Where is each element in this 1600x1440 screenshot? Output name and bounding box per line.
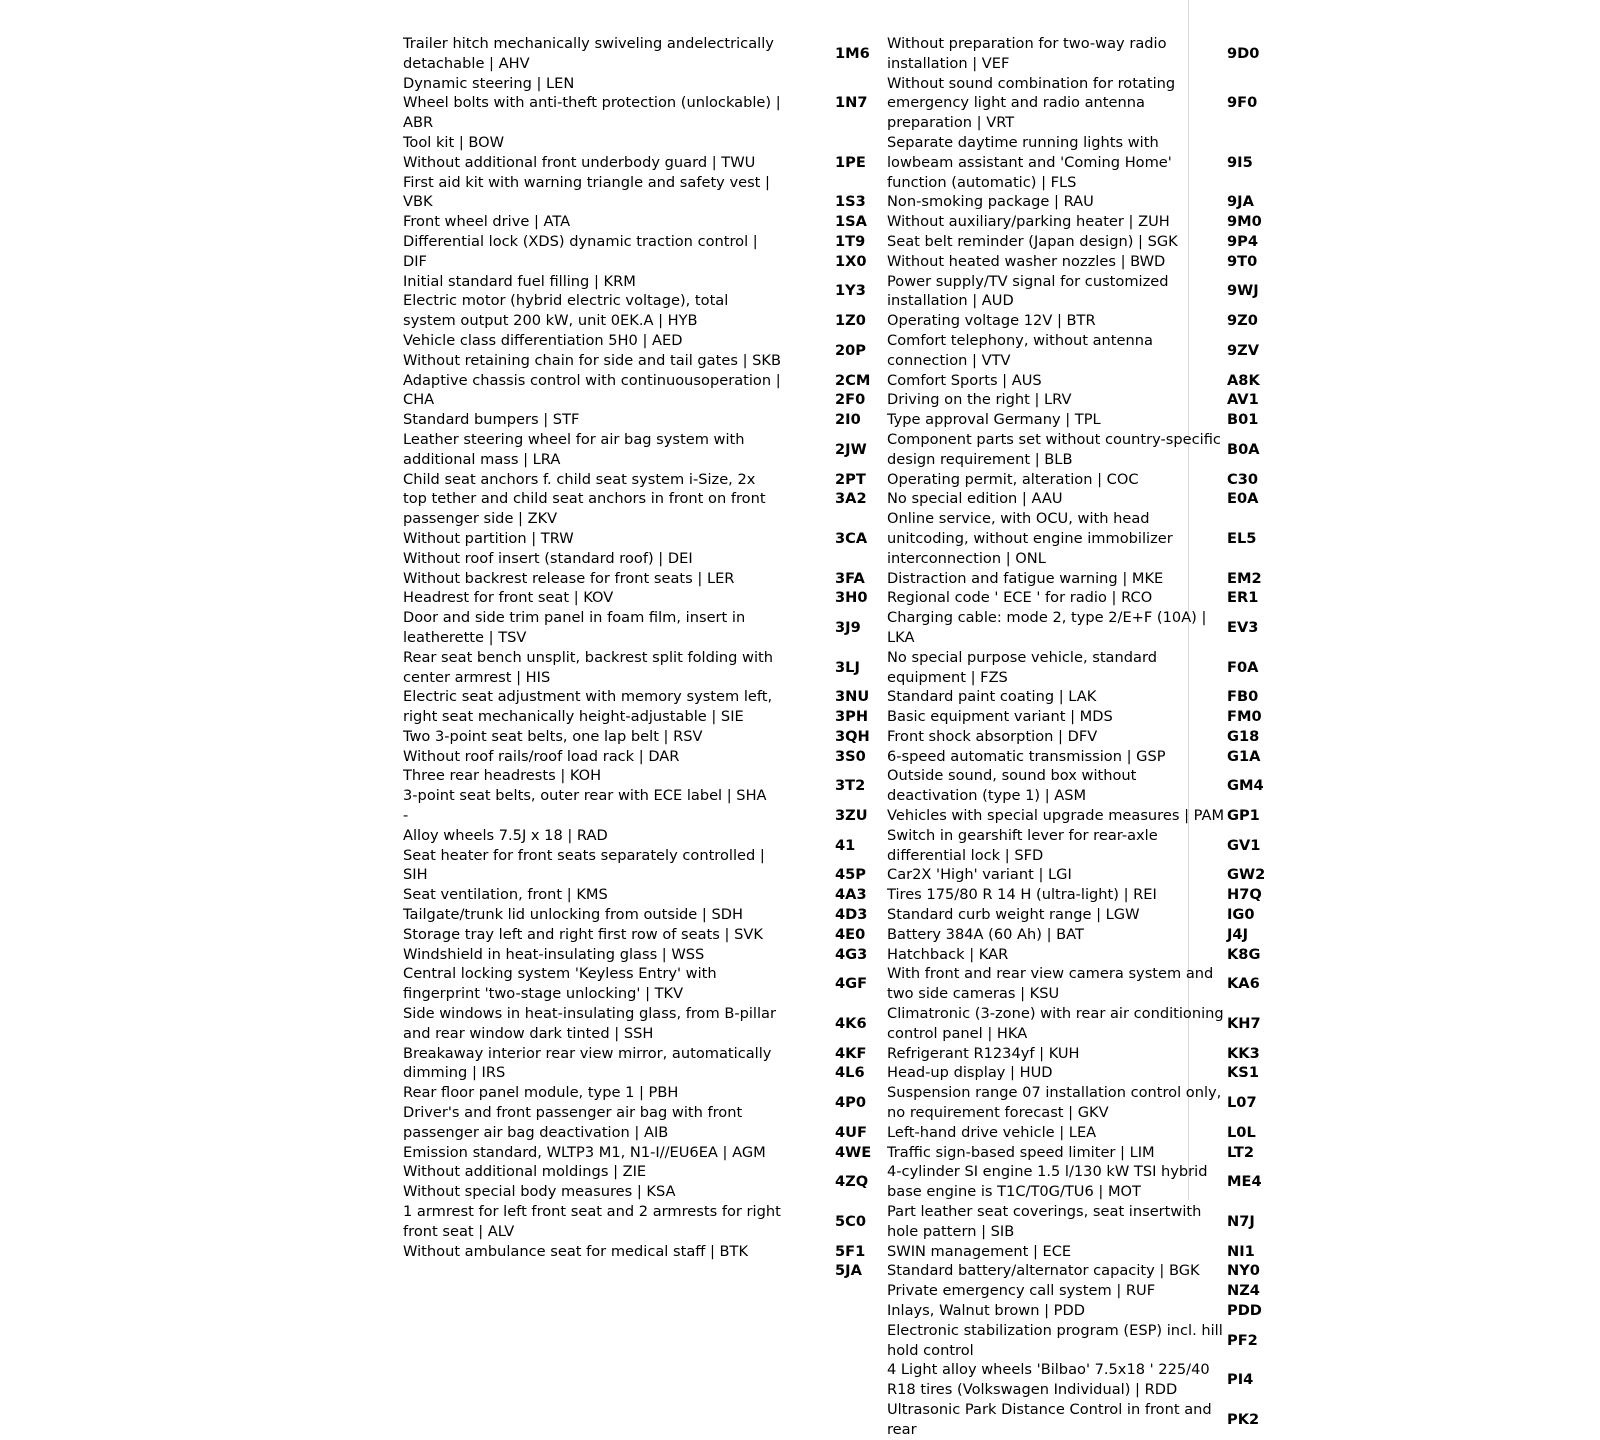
- equipment-entry: Traffic sign-based speed limiter | LIM: [887, 1143, 1155, 1161]
- equipment-code: 9I5: [1227, 153, 1253, 171]
- equipment-entry: Without sound combination for rotating emergency light and radio antenna preparation | VRT: [887, 74, 1176, 132]
- equipment-code: 3QH: [835, 727, 870, 745]
- equipment-entry: First aid kit with warning triangle and safety vest | VBK: [403, 173, 770, 211]
- equipment-entry: Regional code ' ECE ' for radio | RCO: [887, 589, 1153, 607]
- equipment-code: 9F0: [1227, 94, 1258, 112]
- equipment-entry: Refrigerant R1234yf | KUH: [887, 1044, 1080, 1062]
- equipment-code: 1M6: [835, 44, 870, 62]
- equipment-entry: Alloy wheels 7.5J x 18 | RAD: [403, 826, 608, 844]
- equipment-code: NZ4: [1227, 1282, 1260, 1300]
- equipment-entry: Electronic stabilization program (ESP) incl. hill hold control: [887, 1321, 1223, 1359]
- equipment-code: GM4: [1227, 777, 1264, 795]
- equipment-code: 3PH: [835, 708, 869, 726]
- equipment-code: 45P: [835, 866, 867, 884]
- equipment-entry: Inlays, Walnut brown | PDD: [887, 1302, 1085, 1319]
- equipment-entry: Rear floor panel module, type 1 | PBH: [403, 1084, 679, 1102]
- equipment-code: 3NU: [835, 688, 870, 706]
- equipment-entry: Headrest for front seat | KOV: [403, 589, 614, 607]
- equipment-entry: Charging cable: mode 2, type 2/E+F (10A) | LKA: [887, 609, 1207, 646]
- equipment-code: L07: [1227, 1094, 1257, 1112]
- equipment-code: L0L: [1227, 1123, 1256, 1141]
- equipment-code: 4E0: [835, 925, 866, 943]
- equipment-entry: Without backrest release for front seats | LER: [403, 569, 735, 587]
- equipment-code: 4L6: [835, 1064, 865, 1082]
- equipment-code: 3CA: [835, 529, 868, 547]
- equipment-code: 5C0: [835, 1212, 867, 1230]
- equipment-entry: Standard curb weight range | LGW: [887, 906, 1140, 924]
- equipment-entry: Separate daytime running lights with lowbeam assistant and 'Coming Home' function (automatic) | FLS: [887, 133, 1172, 191]
- equipment-entry: Standard battery/alternator capacity | BGK: [887, 1262, 1200, 1280]
- equipment-entry: Basic equipment variant | MDS: [887, 708, 1113, 726]
- equipment-entry: Without additional front underbody guard | TWU: [403, 153, 756, 171]
- equipment-code: 4K6: [835, 1014, 867, 1032]
- equipment-code: 4UF: [835, 1123, 867, 1141]
- equipment-code: 1T9: [835, 232, 866, 250]
- equipment-code: 9P4: [1227, 232, 1259, 250]
- equipment-code: 1S3: [835, 193, 866, 211]
- equipment-code: 3LJ: [835, 658, 860, 676]
- equipment-code: 1SA: [835, 213, 867, 231]
- equipment-entry: Operating permit, alteration | COC: [887, 470, 1139, 488]
- equipment-code: 9WJ: [1227, 282, 1259, 300]
- equipment-entry: Electric seat adjustment with memory system left, right seat mechanically height-adjustable | SIE: [403, 688, 773, 726]
- equipment-entry: Without special body measures | KSA: [403, 1183, 676, 1201]
- equipment-code: 20P: [835, 341, 867, 359]
- equipment-code: EM2: [1227, 569, 1262, 587]
- left-description-list: [403, 34, 783, 1261]
- equipment-code: ME4: [1227, 1173, 1262, 1191]
- equipment-code: 3H0: [835, 589, 868, 607]
- equipment-code: EL5: [1227, 529, 1257, 547]
- equipment-code: 9M0: [1227, 213, 1262, 231]
- equipment-code: 9D0: [1227, 44, 1260, 62]
- right-description-column: [887, 34, 1227, 1440]
- equipment-entry: Driver's and front passenger air bag with front passenger air bag deactivation | AIB: [403, 1104, 743, 1141]
- equipment-code: 4P0: [835, 1094, 867, 1112]
- equipment-code: B0A: [1227, 440, 1260, 458]
- equipment-entry: Tool kit | BOW: [403, 133, 505, 151]
- equipment-code: FB0: [1227, 688, 1259, 706]
- equipment-entry: Trailer hitch mechanically swiveling andelectrically detachable | AHV: [403, 35, 774, 72]
- equipment-entry: Seat ventilation, front | KMS: [403, 886, 608, 904]
- equipment-entry: Without auxiliary/parking heater | ZUH: [887, 213, 1170, 231]
- equipment-code: 5JA: [835, 1262, 862, 1280]
- equipment-code: GV1: [1227, 836, 1261, 854]
- equipment-code: J4J: [1227, 925, 1249, 943]
- equipment-code: 3J9: [835, 619, 861, 636]
- equipment-code: 1Y3: [835, 282, 866, 300]
- right-description-list: [887, 34, 1227, 1440]
- equipment-code: KH7: [1227, 1014, 1261, 1032]
- equipment-entry: Suspension range 07 installation control only, no requirement forecast | GKV: [887, 1084, 1222, 1122]
- equipment-entry: Ultrasonic Park Distance Control in front and rear: [887, 1400, 1212, 1438]
- equipment-code: 9Z0: [1227, 312, 1258, 330]
- equipment-entry: Seat heater for front seats separately controlled | SIH: [403, 846, 765, 884]
- equipment-code: FM0: [1227, 708, 1262, 726]
- equipment-entry: Without preparation for two-way radio installation | VEF: [887, 35, 1167, 72]
- middle-code-column: [835, 34, 887, 1281]
- equipment-code: GP1: [1227, 807, 1260, 825]
- equipment-entry: Standard bumpers | STF: [403, 411, 580, 429]
- equipment-code: 4GF: [835, 975, 868, 993]
- equipment-entry: Storage tray left and right first row of seats | SVK: [403, 925, 763, 943]
- equipment-code: 41: [835, 836, 856, 854]
- equipment-entry: 6-speed automatic transmission | GSP: [887, 747, 1166, 765]
- table-columns: [0, 34, 1266, 1440]
- equipment-entry: Online service, with OCU, with head unitcoding, without engine immobilizer interconnection | ONL: [887, 510, 1173, 567]
- equipment-code: 9T0: [1227, 252, 1258, 270]
- equipment-entry: Power supply/TV signal for customized installation | AUD: [887, 272, 1169, 310]
- equipment-entry: Car2X 'High' variant | LGI: [887, 866, 1072, 884]
- equipment-entry: Comfort telephony, without antenna connection | VTV: [887, 331, 1153, 369]
- equipment-code: E0A: [1227, 490, 1259, 508]
- equipment-code: 2JW: [835, 440, 867, 458]
- equipment-code: 1X0: [835, 252, 867, 270]
- equipment-entry: No special purpose vehicle, standard equipment | FZS: [887, 648, 1157, 686]
- equipment-code: K8G: [1227, 945, 1261, 963]
- equipment-code: 4ZQ: [835, 1173, 869, 1191]
- equipment-code: N7J: [1227, 1212, 1255, 1230]
- equipment-code: 2F0: [835, 391, 866, 409]
- equipment-entry: Switch in gearshift lever for rear-axle differential lock | SFD: [887, 826, 1158, 864]
- equipment-entry: SWIN management | ECE: [887, 1242, 1072, 1260]
- equipment-entry: -: [403, 807, 409, 825]
- equipment-entry: Leather steering wheel for air bag system with additional mass | LRA: [403, 430, 745, 468]
- equipment-entry: Outside sound, sound box without deactivation (type 1) | ASM: [887, 767, 1137, 805]
- equipment-code: 4D3: [835, 906, 868, 924]
- equipment-code: LT2: [1227, 1143, 1254, 1161]
- equipment-code: EV3: [1227, 619, 1259, 636]
- equipment-entry: Vehicle class differentiation 5H0 | AED: [403, 331, 683, 349]
- equipment-code: 3ZU: [835, 807, 868, 825]
- equipment-code: 9ZV: [1227, 341, 1260, 359]
- equipment-code: 4A3: [835, 886, 867, 904]
- equipment-entry: Central locking system 'Keyless Entry' with fingerprint 'two-stage unlocking' | TKV: [403, 965, 717, 1003]
- equipment-code: NI1: [1227, 1242, 1255, 1260]
- equipment-entry: With front and rear view camera system and two side cameras | KSU: [887, 965, 1214, 1003]
- equipment-entry: Vehicles with special upgrade measures | PAM: [887, 807, 1225, 825]
- equipment-code: PDD: [1227, 1302, 1262, 1319]
- equipment-code: 2I0: [835, 411, 861, 429]
- equipment-entry: Tailgate/trunk lid unlocking from outside | SDH: [403, 906, 743, 924]
- equipment-code: 1Z0: [835, 312, 866, 330]
- equipment-code: 1PE: [835, 153, 866, 171]
- equipment-code: G1A: [1227, 747, 1261, 765]
- equipment-code: PK2: [1227, 1410, 1260, 1428]
- equipment-entry: Emission standard, WLTP3 M1, N1-I//EU6EA | AGM: [403, 1143, 766, 1161]
- equipment-code: G18: [1227, 727, 1260, 745]
- equipment-entry: Two 3-point seat belts, one lap belt | RSV: [403, 727, 703, 745]
- equipment-entry: Driving on the right | LRV: [887, 391, 1072, 409]
- far-right-code-list: [1227, 34, 1307, 1440]
- equipment-code: 4WE: [835, 1143, 872, 1161]
- equipment-entry: Private emergency call system | RUF: [887, 1282, 1156, 1300]
- equipment-code: KA6: [1227, 975, 1260, 993]
- equipment-entry: Dynamic steering | LEN: [403, 74, 575, 92]
- equipment-entry: Electric motor (hybrid electric voltage), total system output 200 kW, unit 0EK.A | HYB: [403, 292, 729, 330]
- equipment-entry: Climatronic (3-zone) with rear air conditioning control panel | HKA: [887, 1005, 1224, 1042]
- equipment-code: 4G3: [835, 945, 868, 963]
- equipment-entry: Front shock absorption | DFV: [887, 727, 1098, 745]
- equipment-entry: Seat belt reminder (Japan design) | SGK: [887, 232, 1178, 250]
- equipment-entry: 1 armrest for left front seat and 2 armrests for right front seat | ALV: [403, 1203, 781, 1240]
- equipment-entry: Adaptive chassis control with continuousoperation | CHA: [403, 371, 781, 409]
- equipment-code: GW2: [1227, 866, 1266, 884]
- equipment-entry: Battery 384A (60 Ah) | BAT: [887, 925, 1084, 943]
- equipment-code: A8K: [1227, 371, 1260, 389]
- equipment-entry: Without heated washer nozzles | BWD: [887, 252, 1166, 270]
- equipment-entry: Windshield in heat-insulating glass | WSS: [403, 945, 705, 963]
- equipment-code: 3A2: [835, 490, 867, 508]
- equipment-code: 3T2: [835, 777, 866, 795]
- equipment-code: C30: [1227, 470, 1259, 488]
- equipment-entry: Door and side trim panel in foam film, insert in leatherette | TSV: [403, 609, 746, 646]
- equipment-entry: Child seat anchors f. child seat system i-Size, 2x top tether and child seat anchors in front on front passenger side | ZKV: [403, 470, 766, 528]
- equipment-code: F0A: [1227, 658, 1259, 676]
- equipment-code: NY0: [1227, 1262, 1260, 1280]
- equipment-entry: Type approval Germany | TPL: [887, 411, 1101, 429]
- equipment-entry: Without retaining chain for side and tail gates | SKB: [403, 351, 781, 369]
- equipment-code: KS1: [1227, 1064, 1259, 1082]
- equipment-code: B01: [1227, 411, 1259, 429]
- equipment-entry: 3-point seat belts, outer rear with ECE label | SHA: [403, 787, 767, 805]
- equipment-code: PF2: [1227, 1331, 1258, 1349]
- equipment-entry: Without ambulance seat for medical staff | BTK: [403, 1242, 749, 1260]
- equipment-entry: 4 Light alloy wheels 'Bilbao' 7.5x18 ' 225/40 R18 tires (Volkswagen Individual) | RDD: [887, 1361, 1210, 1399]
- equipment-entry: Side windows in heat-insulating glass, from B-pillar and rear window dark tinted | SSH: [403, 1005, 776, 1042]
- equipment-entry: Non-smoking package | RAU: [887, 193, 1094, 211]
- equipment-entry: Standard paint coating | LAK: [887, 688, 1097, 706]
- equipment-entry: 4-cylinder SI engine 1.5 l/130 kW TSI hybrid base engine is T1C/T0G/TU6 | MOT: [887, 1163, 1208, 1201]
- equipment-code: 3S0: [835, 747, 866, 765]
- equipment-entry: Three rear headrests | KOH: [403, 767, 602, 785]
- equipment-entry: Differential lock (XDS) dynamic traction control | DIF: [403, 232, 758, 270]
- equipment-entry: Breakaway interior rear view mirror, automatically dimming | IRS: [403, 1044, 772, 1082]
- equipment-code: ER1: [1227, 589, 1259, 607]
- equipment-entry: No special edition | AAU: [887, 490, 1063, 508]
- equipment-entry: Initial standard fuel filling | KRM: [403, 272, 636, 290]
- left-description-column: [403, 34, 783, 1261]
- middle-code-list: [835, 34, 887, 1281]
- equipment-code: 2CM: [835, 371, 871, 389]
- equipment-code: PI4: [1227, 1371, 1254, 1389]
- equipment-code: KK3: [1227, 1044, 1260, 1062]
- equipment-entry: Left-hand drive vehicle | LEA: [887, 1123, 1097, 1141]
- equipment-code: AV1: [1227, 391, 1259, 409]
- equipment-entry: Hatchback | KAR: [887, 945, 1009, 963]
- equipment-entry: Tires 175/80 R 14 H (ultra-light) | REI: [887, 886, 1157, 904]
- equipment-entry: Component parts set without country-specific design requirement | BLB: [887, 430, 1221, 468]
- equipment-entry: Without roof rails/roof load rack | DAR: [403, 747, 680, 765]
- equipment-entry: Head-up display | HUD: [887, 1064, 1053, 1082]
- equipment-entry: Operating voltage 12V | BTR: [887, 312, 1096, 330]
- equipment-code: H7Q: [1227, 886, 1262, 904]
- equipment-entry: Comfort Sports | AUS: [887, 371, 1042, 389]
- equipment-entry: Wheel bolts with anti-theft protection (unlockable) | ABR: [403, 94, 781, 132]
- equipment-entry: Part leather seat coverings, seat insertwith hole pattern | SIB: [887, 1203, 1202, 1240]
- equipment-entry: Distraction and fatigue warning | MKE: [887, 569, 1164, 587]
- equipment-code: 5F1: [835, 1242, 866, 1260]
- equipment-code: 4KF: [835, 1044, 867, 1062]
- equipment-entry: Without additional moldings | ZIE: [403, 1163, 647, 1181]
- equipment-entry: Front wheel drive | ATA: [403, 213, 571, 231]
- equipment-entry: Rear seat bench unsplit, backrest split folding with center armrest | HIS: [403, 648, 774, 686]
- equipment-code: IG0: [1227, 906, 1255, 924]
- equipment-code: 3FA: [835, 569, 865, 587]
- equipment-code: 9JA: [1227, 193, 1254, 211]
- equipment-entry: Without roof insert (standard roof) | DEI: [403, 549, 693, 567]
- equipment-code: 1N7: [835, 94, 868, 112]
- equipment-code-table: [0, 34, 1266, 1440]
- equipment-entry: Without partition | TRW: [403, 529, 574, 547]
- far-right-code-column: [1227, 34, 1307, 1440]
- equipment-code: 2PT: [835, 470, 866, 488]
